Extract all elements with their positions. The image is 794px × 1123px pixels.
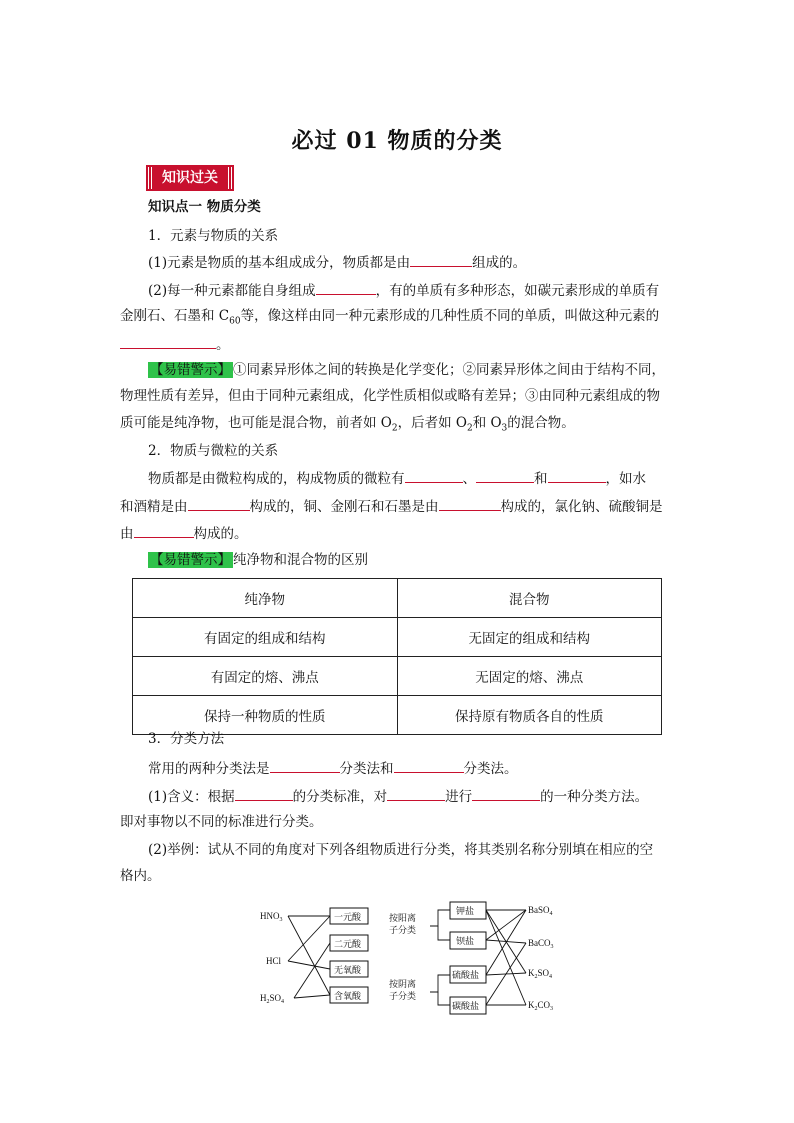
- p2-line3: [120, 523, 248, 544]
- warn1-line1: [148, 360, 665, 380]
- p3-text-a: 常用的两种分类法是: [148, 761, 270, 777]
- box-label: 无氧酸: [334, 965, 362, 975]
- salt-boxes: [450, 902, 486, 1014]
- p3-text-b: 分类法和: [339, 761, 394, 777]
- fill-blank[interactable]: [188, 496, 250, 511]
- warn1-text-a: ①同素异形体之间的转换是化学变化；②同素异形体之间由于结构不同，: [233, 362, 665, 378]
- classification-diagram: [252, 893, 572, 1023]
- table-cell: 无固定的组成和结构: [397, 618, 662, 657]
- warn2-text: 纯净物和混合物的区别: [233, 552, 368, 568]
- p1-1-line: [148, 252, 526, 273]
- p2-text-a: 物质都是由微粒构成的，构成物质的微粒有: [148, 471, 405, 487]
- p2-text-f: 由: [120, 526, 134, 542]
- p1-2-text-d: 等，像这样由同一种元素形成的几种性质不同的单质，叫做这种元素的: [240, 308, 660, 324]
- acid-label-h2so4: $H_2SO_4$: [260, 993, 285, 1005]
- warn1-text-c1: 质可能是纯净物，也可能是混合物，前者如 O: [120, 415, 392, 431]
- p3-text-e: 的分类标准，对: [292, 789, 388, 805]
- p2-heading: 2．物质与微粒的关系: [148, 443, 279, 459]
- table-cell: 保持原有物质各自的性质: [397, 696, 662, 735]
- p1-2-text-c: 金刚石、石墨和 C: [120, 308, 230, 324]
- group-label: 子分类: [389, 925, 417, 935]
- p2-line1: [148, 468, 646, 489]
- p2-sep: 、: [462, 471, 476, 487]
- table-header: 纯净物: [133, 579, 398, 618]
- box-label: 钾盐: [456, 906, 475, 916]
- warn2-line: [148, 550, 368, 570]
- salt-labels: [528, 905, 554, 1012]
- box-label: 含氧酸: [334, 991, 362, 1001]
- fill-blank[interactable]: [316, 280, 376, 295]
- warn-label: 【易错警示】: [150, 552, 231, 568]
- fill-blank[interactable]: [405, 468, 463, 483]
- group-label: 按阳离: [389, 913, 417, 923]
- fill-blank[interactable]: [235, 786, 293, 801]
- p1-2-text-a: (2)每一种元素都能自身组成: [148, 283, 316, 299]
- section-heading: 知识点一 物质分类: [148, 199, 261, 215]
- p3-heading: 3．分类方法: [148, 731, 225, 747]
- warn1-text-c4: 的混合物。: [507, 415, 575, 431]
- subscript: 60: [229, 316, 241, 327]
- p1-2-line1: [148, 280, 659, 301]
- p3-text-g: 的一种分类方法。: [540, 789, 649, 805]
- p1-2-line3: [120, 334, 230, 355]
- p1-heading: 1．元素与物质的关系: [148, 228, 279, 244]
- salt-connectors: [486, 910, 526, 1005]
- box-label: 碳酸盐: [452, 1001, 480, 1011]
- table-cell: 无固定的熔、沸点: [397, 657, 662, 696]
- warn1-text-c3: 和 O: [472, 415, 502, 431]
- p1-2-text-b: ，有的单质有多种形态，如碳元素形成的单质有: [375, 283, 660, 299]
- warn1-line3: [120, 413, 575, 433]
- salt-label-k2so4: $K_2SO_4$: [528, 968, 553, 980]
- salt-label-k2co3: $K_2CO_3$: [528, 1000, 554, 1012]
- bracket-lines: [430, 910, 450, 1005]
- table-header-row: [133, 579, 662, 618]
- fill-blank[interactable]: [472, 786, 540, 801]
- warn1-line2: 物理性质有差异，但由于同种元素组成，化学性质相似或略有差异；③由同种元素组成的物: [120, 388, 660, 404]
- box-label: 一元酸: [334, 912, 362, 922]
- p2-line2: [120, 496, 663, 517]
- p2-text-e: 构成的，氯化钠、硫酸铜是: [500, 499, 663, 515]
- table-header: 混合物: [397, 579, 662, 618]
- fill-blank[interactable]: [439, 496, 501, 511]
- p3-text-f: 进行: [445, 789, 473, 805]
- p1-1-text-b: 组成的。: [472, 255, 527, 271]
- fill-blank[interactable]: [120, 334, 216, 349]
- acid-label-hcl: HCl: [266, 956, 282, 966]
- fill-blank[interactable]: [270, 758, 340, 773]
- anion-group-label: [389, 978, 416, 1001]
- salt-label-baco3: BaCO$_3$: [528, 938, 554, 950]
- comparison-table: [132, 578, 662, 735]
- box-label: 二元酸: [334, 939, 362, 949]
- fill-blank[interactable]: [394, 758, 464, 773]
- warn1-text-c2: ，后者如 O: [397, 415, 467, 431]
- table-row: [133, 657, 662, 696]
- p3-line2: [148, 786, 648, 807]
- p1-2-line2: [120, 306, 659, 326]
- salt-label-baso4: BaSO$_4$: [528, 905, 553, 917]
- box-label: 钡盐: [456, 936, 475, 946]
- subscript: 2: [466, 423, 473, 434]
- cation-group-label: [389, 912, 416, 935]
- acid-boxes: [330, 908, 368, 1003]
- box-label: 硫酸盐: [452, 970, 480, 980]
- p3-line3: 即对事物以不同的标准进行分类。: [120, 814, 323, 830]
- knowledge-badge: 知识过关: [148, 167, 232, 189]
- p2-and: 和: [534, 471, 548, 487]
- fill-blank[interactable]: [134, 523, 194, 538]
- p2-text-b: ，如水: [605, 471, 646, 487]
- p3-line4: (2)举例：试从不同的角度对下列各组物质进行分类，将其类别名称分别填在相应的空: [148, 842, 654, 858]
- subscript: 2: [391, 423, 398, 434]
- group-label: 子分类: [389, 991, 417, 1001]
- table-row: [133, 618, 662, 657]
- fill-blank[interactable]: [387, 786, 445, 801]
- acid-labels: [260, 911, 284, 1005]
- p1-1-text-a: (1)元素是物质的基本组成成分，物质都是由: [148, 255, 411, 271]
- table-cell: 保持一种物质的性质: [133, 696, 398, 735]
- acid-label-hno3: $HNO_3$: [260, 911, 283, 923]
- p1-2-text-e: 。: [216, 337, 230, 353]
- warn-label: 【易错警示】: [150, 362, 231, 378]
- table-cell: 有固定的组成和结构: [133, 618, 398, 657]
- p2-text-d: 构成的，铜、金刚石和石墨是由: [249, 499, 439, 515]
- p3-line5: 格内。: [120, 868, 161, 884]
- p2-text-c: 和酒精是由: [120, 499, 188, 515]
- fill-blank[interactable]: [410, 252, 472, 267]
- subscript: 3: [501, 423, 508, 434]
- p3-text-c: 分类法。: [463, 761, 518, 777]
- table-cell: 有固定的熔、沸点: [133, 657, 398, 696]
- group-label: 按阴离: [389, 979, 417, 989]
- p2-text-g: 构成的。: [193, 526, 248, 542]
- p3-line1: [148, 758, 518, 779]
- fill-blank[interactable]: [476, 468, 534, 483]
- p3-text-d: (1)含义：根据: [148, 789, 235, 805]
- page-title: 必过 01 物质的分类: [291, 128, 503, 154]
- acid-connectors: [288, 916, 330, 998]
- fill-blank[interactable]: [548, 468, 606, 483]
